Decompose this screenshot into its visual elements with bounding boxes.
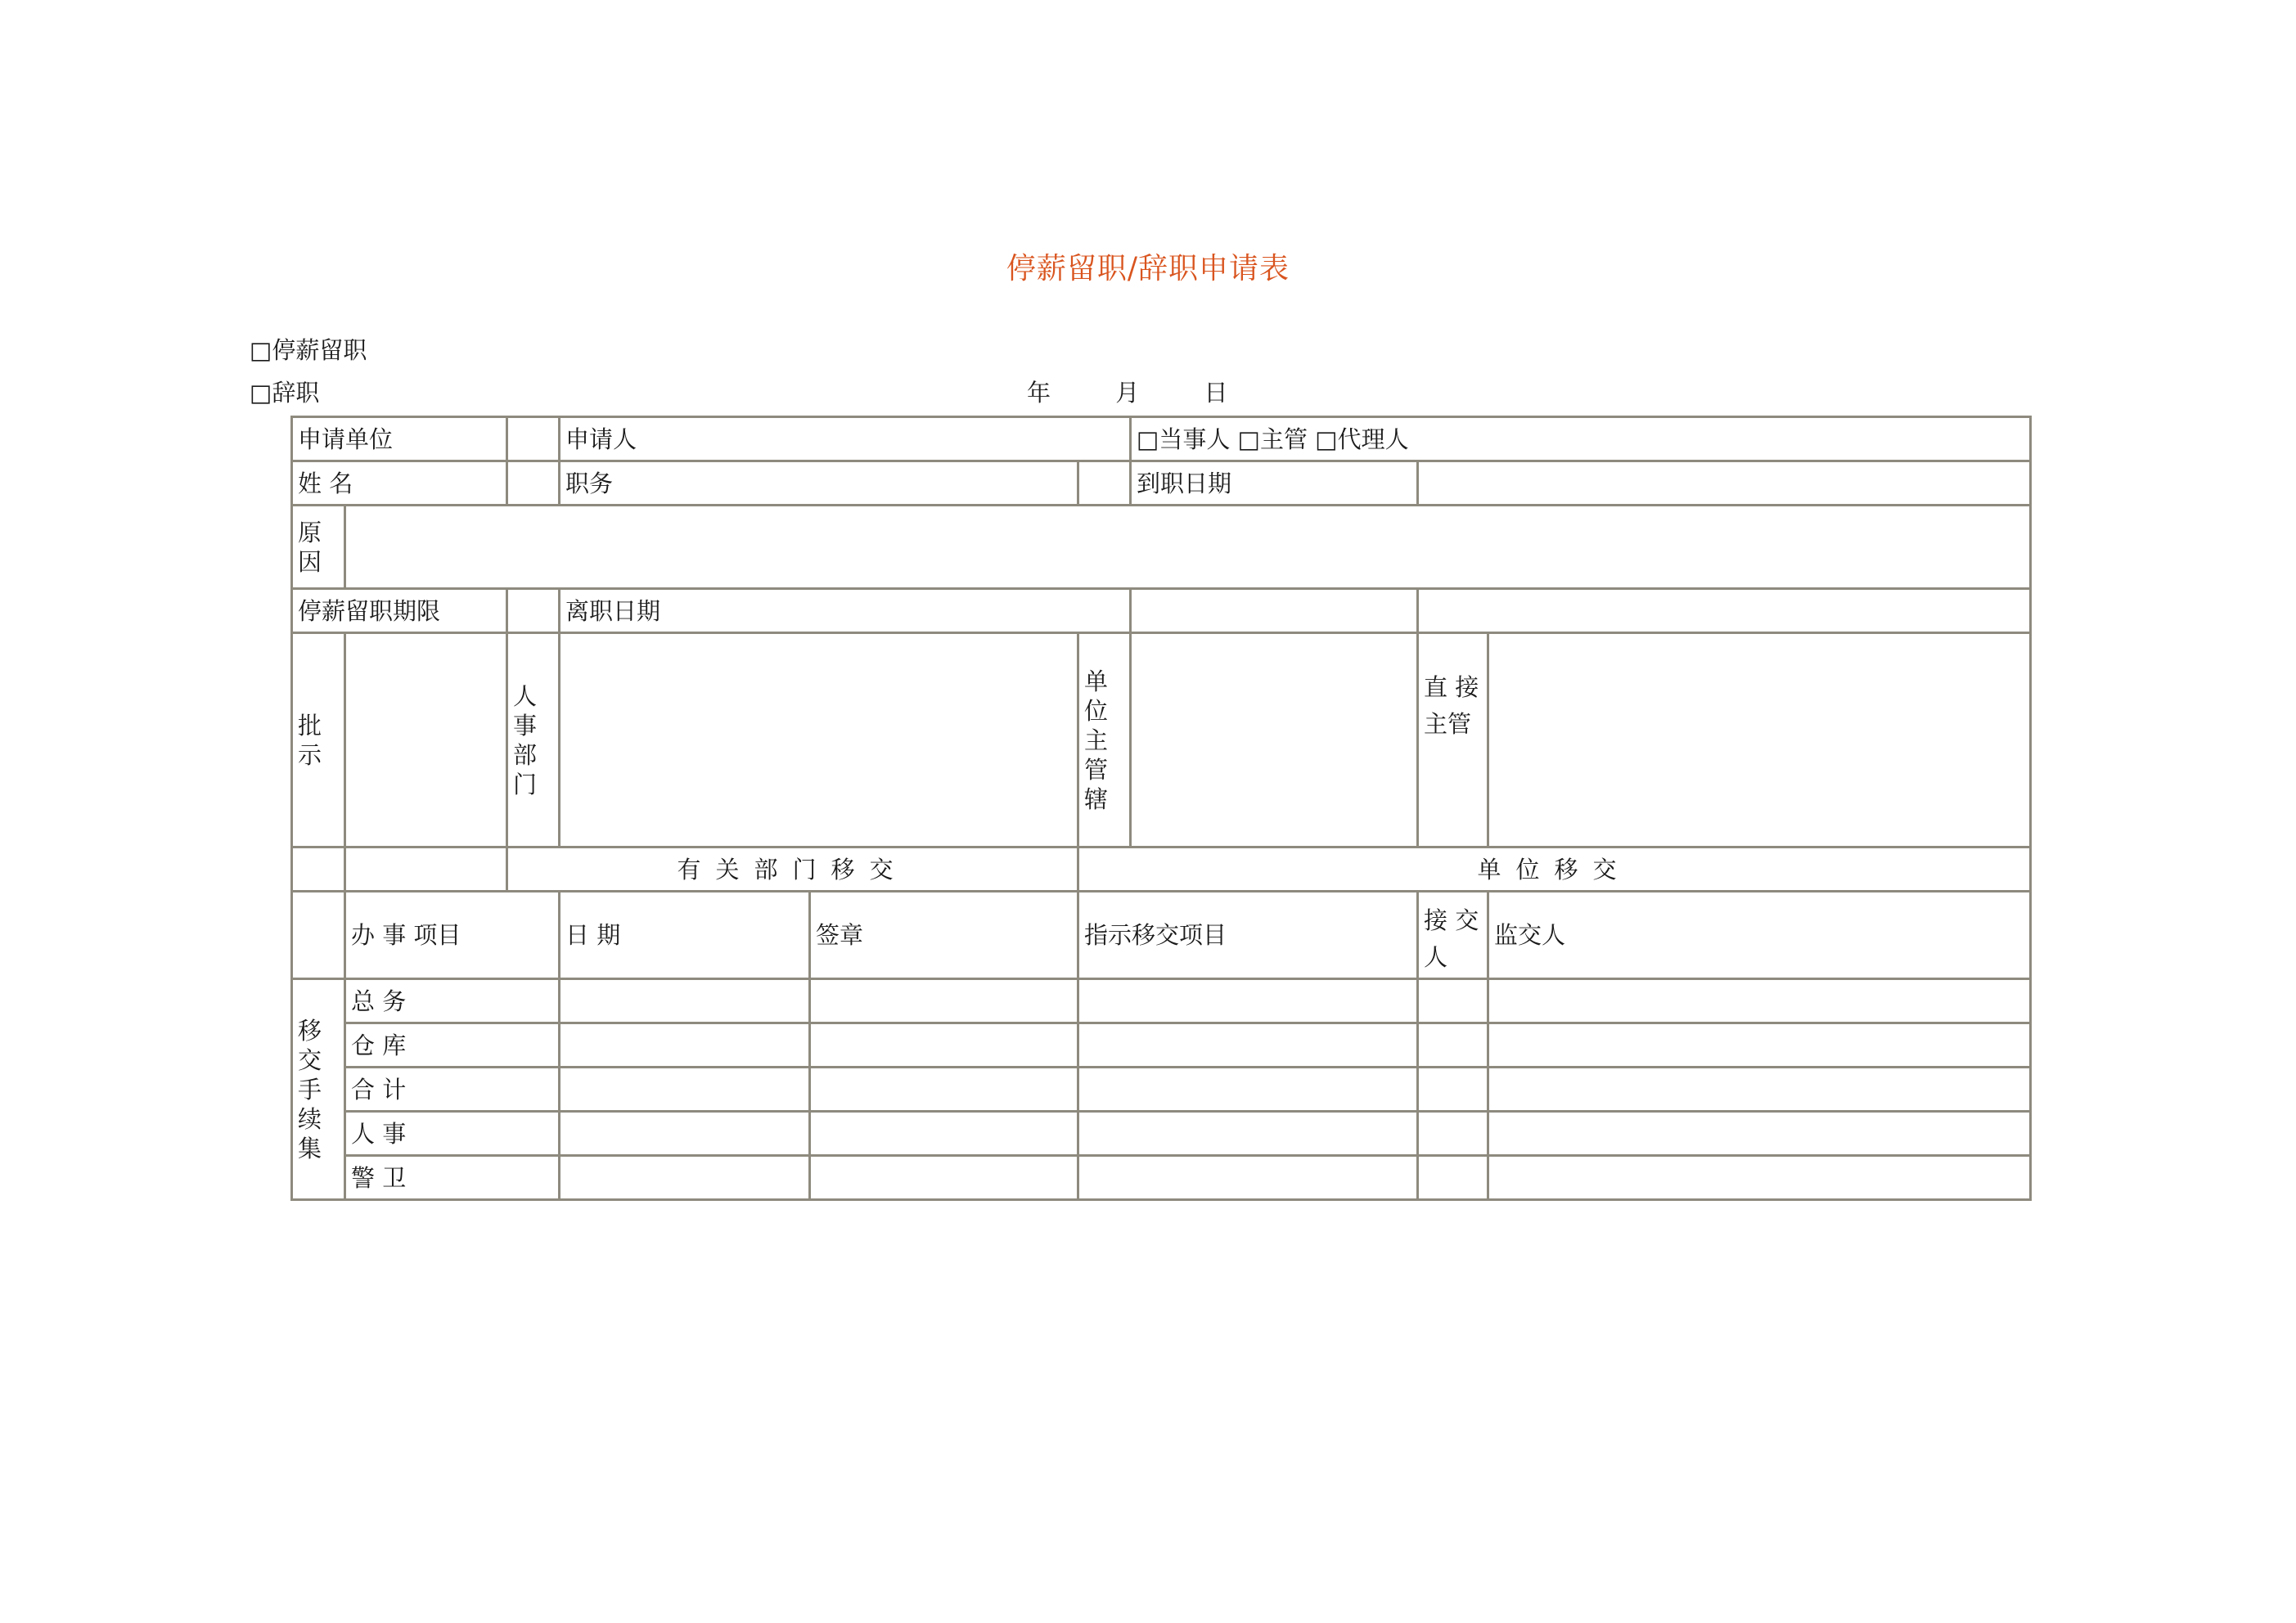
reason-input[interactable] [345, 506, 2031, 589]
procedure-seal-input[interactable] [810, 1023, 1078, 1068]
procedure-receiver-input[interactable] [1418, 1112, 1488, 1156]
direct-supervisor-label [1418, 633, 1488, 847]
procedures-char: 手 [298, 1075, 322, 1104]
procedure-row [292, 1156, 2031, 1200]
procedures-label [292, 979, 345, 1200]
hire-date-input[interactable] [1418, 461, 2031, 506]
period-label: 停薪留职期限 [292, 589, 507, 633]
procedures-char: 续 [298, 1104, 322, 1133]
unit-head-label [1078, 633, 1131, 847]
supervisor-header: 监交人 [1488, 892, 2031, 979]
unit-head-char: 辖 [1084, 785, 1109, 813]
instruct-item-header: 指示移交项目 [1078, 892, 1418, 979]
hr-dept-label [507, 633, 560, 847]
year-label: 年 [1027, 379, 1051, 407]
procedure-item: 合 计 [345, 1068, 560, 1112]
position-label: 职务 [560, 461, 1078, 506]
hr-char: 人 [513, 681, 538, 710]
row-approval [292, 633, 2031, 847]
procedure-receiver-input[interactable] [1418, 1023, 1488, 1068]
name-input[interactable] [507, 461, 560, 506]
date-header: 日 期 [560, 892, 810, 979]
procedure-row [292, 1068, 2031, 1112]
procedure-supervisor-input[interactable] [1488, 979, 2031, 1023]
row-period [292, 589, 2031, 633]
approval-label [292, 633, 345, 847]
date-line [1027, 378, 1227, 407]
blank-cell [292, 892, 345, 979]
procedure-instruct-input[interactable] [1078, 1068, 1418, 1112]
direct-super-line: 直 接 [1424, 673, 1479, 701]
procedure-item: 仓 库 [345, 1023, 560, 1068]
blank-cell [292, 847, 345, 892]
unit-head-char: 单 [1084, 667, 1109, 695]
procedures-char: 集 [298, 1134, 322, 1162]
procedure-receiver-input[interactable] [1418, 1068, 1488, 1112]
procedure-receiver-input[interactable] [1418, 979, 1488, 1023]
unit-head-char: 位 [1084, 696, 1109, 725]
period-input[interactable] [507, 589, 560, 633]
application-form-table [290, 416, 2032, 1201]
procedure-seal-input[interactable] [810, 979, 1078, 1023]
receiver-header [1418, 892, 1488, 979]
option-suspend-checkbox[interactable]: □停薪留职 [250, 336, 367, 364]
procedure-supervisor-input[interactable] [1488, 1156, 2031, 1200]
procedure-instruct-input[interactable] [1078, 1112, 1418, 1156]
unit-head-input[interactable] [1131, 633, 1418, 847]
procedure-instruct-input[interactable] [1078, 1023, 1418, 1068]
seal-header: 签章 [810, 892, 1078, 979]
procedure-date-input[interactable] [560, 1156, 810, 1200]
receiver-line: 人 [1424, 943, 1448, 971]
unit-label: 申请单位 [292, 417, 507, 461]
row-reason [292, 506, 2031, 589]
procedure-item: 总 务 [345, 979, 560, 1023]
item-header: 办 事 项目 [345, 892, 560, 979]
procedure-instruct-input[interactable] [1078, 1156, 1418, 1200]
procedure-supervisor-input[interactable] [1488, 1112, 2031, 1156]
leave-date-extra-input[interactable] [1418, 589, 2031, 633]
hr-char: 门 [513, 770, 538, 798]
reason-char: 原 [298, 518, 322, 546]
hr-char: 事 [513, 711, 538, 740]
hire-date-label: 到职日期 [1131, 461, 1418, 506]
blank-cell [345, 847, 507, 892]
procedure-date-input[interactable] [560, 979, 810, 1023]
procedure-seal-input[interactable] [810, 1156, 1078, 1200]
procedure-row [292, 979, 2031, 1023]
procedure-date-input[interactable] [560, 1112, 810, 1156]
procedure-item: 警 卫 [345, 1156, 560, 1200]
month-label: 月 [1115, 379, 1140, 407]
hr-dept-input[interactable] [560, 633, 1078, 847]
row-unit [292, 417, 2031, 461]
reason-label [292, 506, 345, 589]
approval-input[interactable] [345, 633, 507, 847]
applicant-options[interactable]: □当事人 □主管 □代理人 [1131, 417, 2031, 461]
procedure-supervisor-input[interactable] [1488, 1023, 2031, 1068]
related-dept-header: 有关部门移交 [507, 847, 1078, 892]
hr-char: 部 [513, 740, 538, 769]
procedures-char: 交 [298, 1045, 322, 1074]
unit-head-char: 主 [1084, 726, 1109, 754]
unit-head-char: 管 [1084, 755, 1109, 784]
position-input[interactable] [1078, 461, 1131, 506]
procedure-item: 人 事 [345, 1112, 560, 1156]
procedure-row [292, 1023, 2031, 1068]
unit-input[interactable] [507, 417, 560, 461]
procedure-row [292, 1112, 2031, 1156]
form-title: 停薪留职/辞职申请表 [1006, 252, 1290, 285]
procedure-instruct-input[interactable] [1078, 979, 1418, 1023]
procedures-char: 移 [298, 1016, 322, 1045]
option-resign-checkbox[interactable]: □辞职 [250, 379, 320, 407]
name-label: 姓 名 [292, 461, 507, 506]
unit-handover-header: 单位移交 [1078, 847, 2031, 892]
row-name [292, 461, 2031, 506]
procedure-date-input[interactable] [560, 1068, 810, 1112]
leave-date-input[interactable] [1131, 589, 1418, 633]
day-label: 日 [1204, 379, 1228, 407]
approval-char: 批 [298, 711, 322, 740]
procedure-receiver-input[interactable] [1418, 1156, 1488, 1200]
procedure-supervisor-input[interactable] [1488, 1068, 2031, 1112]
applicant-label: 申请人 [560, 417, 1131, 461]
procedure-date-input[interactable] [560, 1023, 810, 1068]
reason-char: 因 [298, 547, 322, 576]
procedure-seal-input[interactable] [810, 1112, 1078, 1156]
approval-char: 示 [298, 740, 322, 769]
row-column-headers [292, 892, 2031, 979]
receiver-line: 接 交 [1424, 906, 1479, 934]
direct-super-line: 主管 [1424, 710, 1472, 738]
direct-supervisor-input[interactable] [1488, 633, 2031, 847]
procedure-seal-input[interactable] [810, 1068, 1078, 1112]
row-handover-headers [292, 847, 2031, 892]
leave-date-label: 离职日期 [560, 589, 1131, 633]
